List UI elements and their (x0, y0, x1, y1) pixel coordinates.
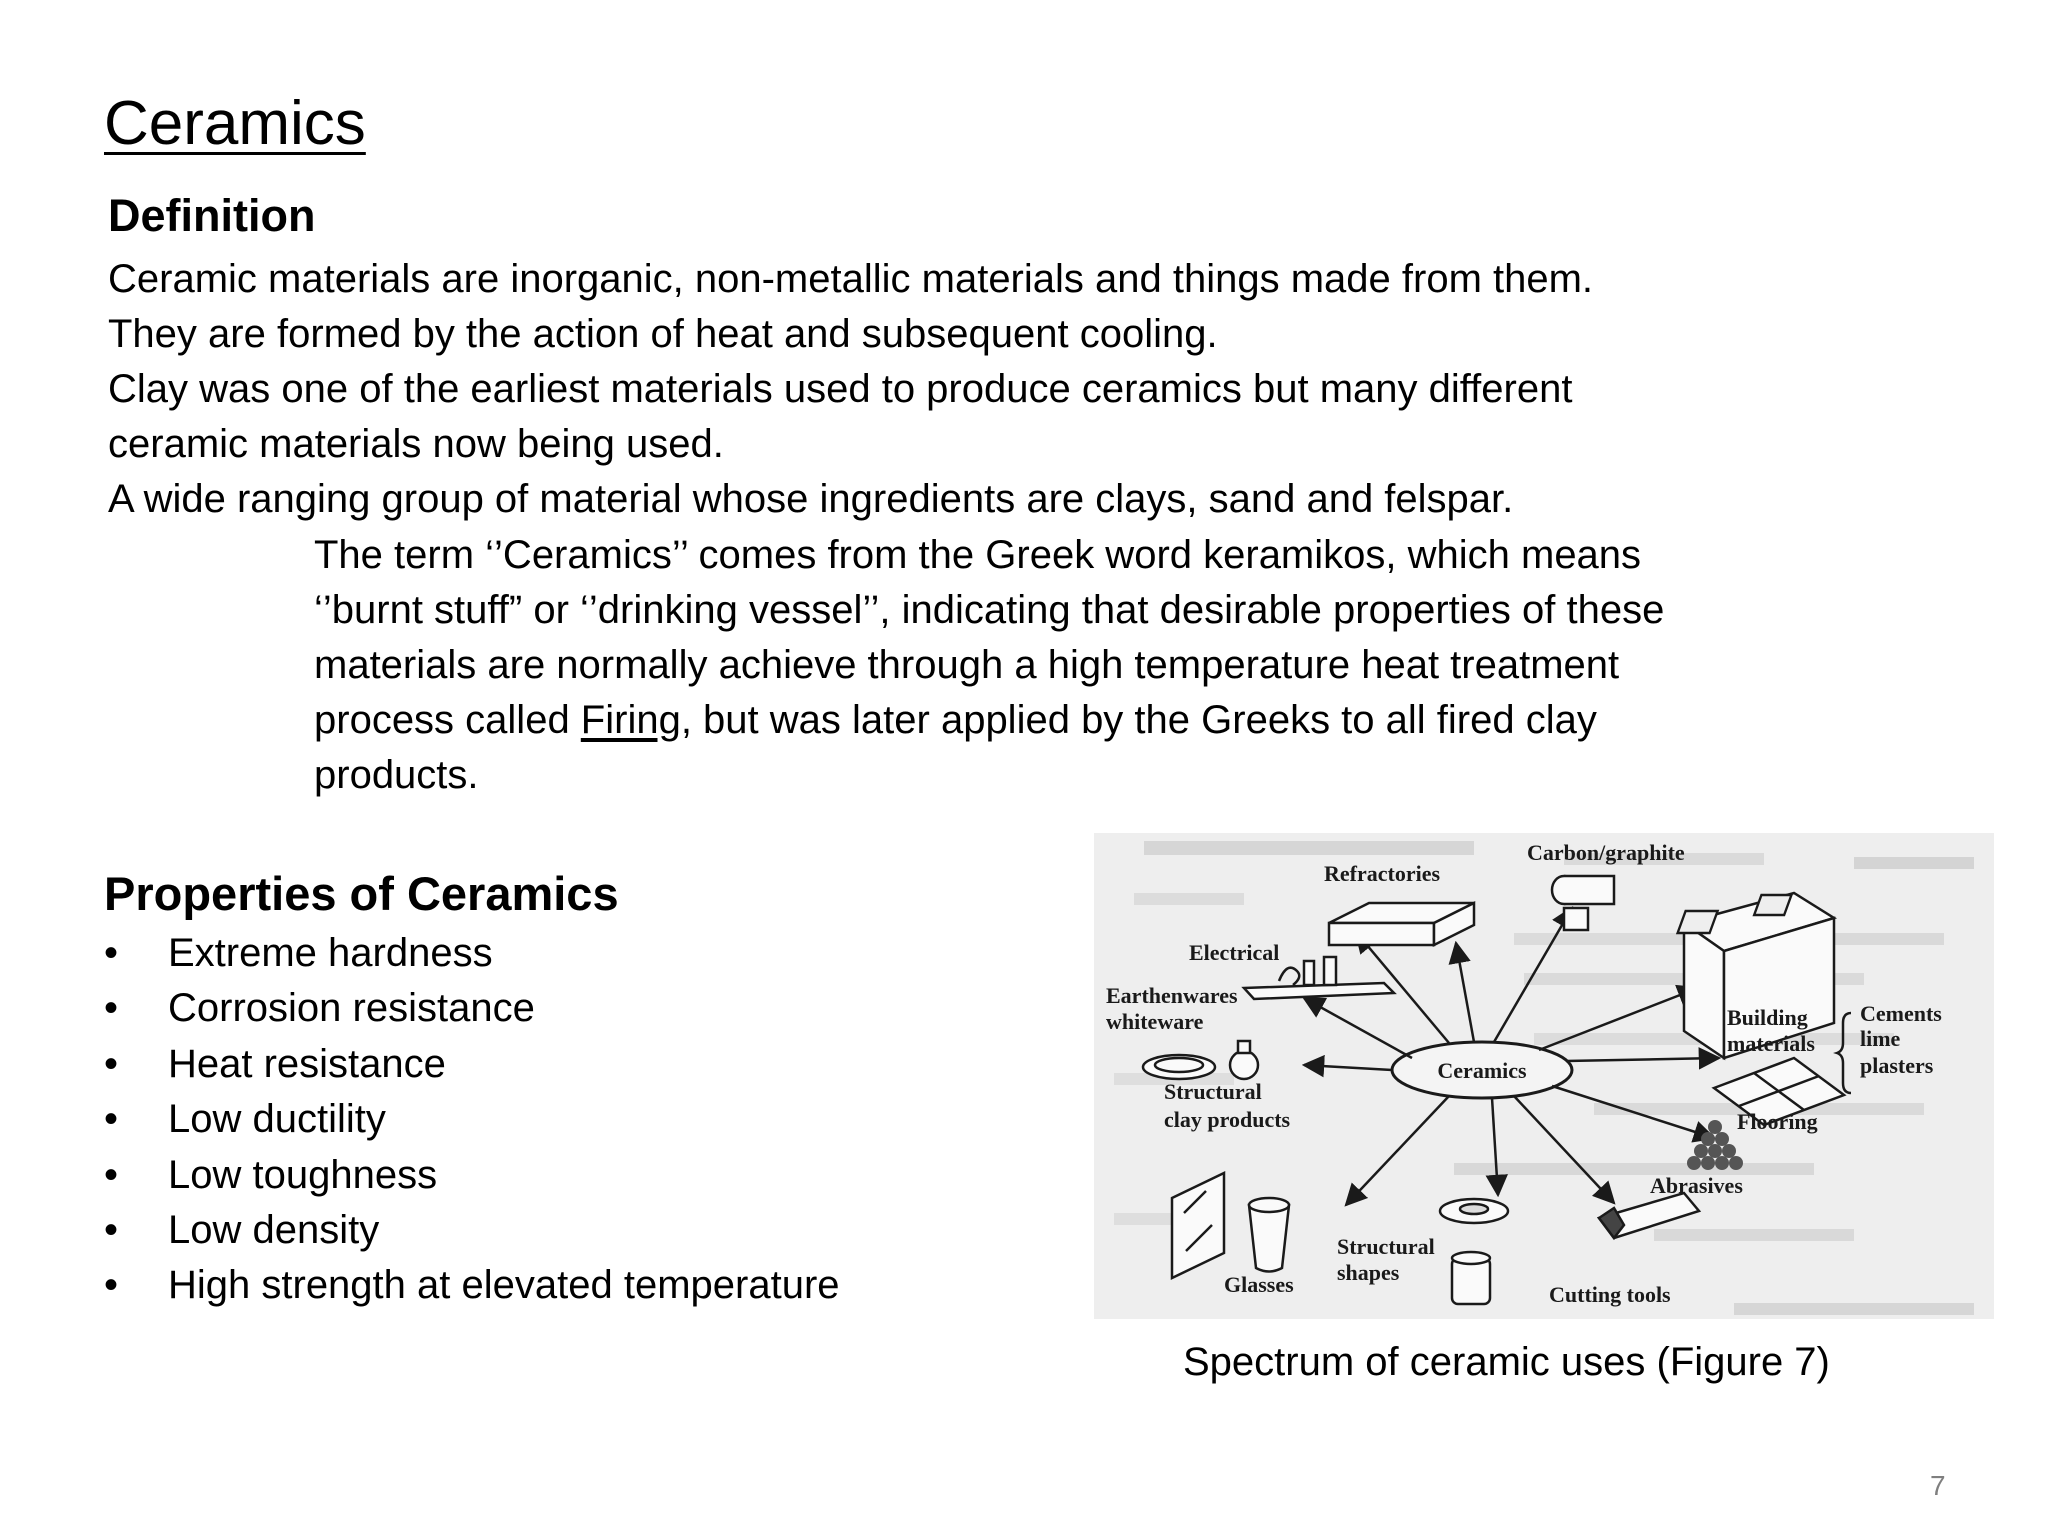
building-block-hole (1754, 895, 1791, 915)
label-carbon: Carbon/graphite (1527, 840, 1685, 865)
carbon-block-icon (1564, 908, 1588, 930)
label-materials: materials (1727, 1031, 1815, 1056)
label-abrasives: Abrasives (1650, 1173, 1743, 1198)
structural-ring-hole (1460, 1204, 1488, 1214)
property-text: Low ductility (168, 1097, 386, 1142)
label-lime: lime (1860, 1026, 1901, 1051)
property-item (104, 1258, 840, 1313)
refractories-brick-front (1329, 923, 1434, 945)
property-text: Heat resistance (168, 1041, 446, 1086)
bullet-icon: • (104, 1097, 119, 1142)
term-line: ‘’burnt stuff” or ‘’drinking vessel’’, indicating that desirable properties of these (314, 588, 1665, 632)
bullet-icon: • (104, 1041, 119, 1086)
property-item (104, 1203, 840, 1258)
bullet-icon: • (104, 986, 119, 1031)
property-text: High strength at elevated temperature (168, 1263, 840, 1308)
property-text: Extreme hardness (168, 931, 493, 975)
label-cements: Cements (1860, 1001, 1942, 1026)
label-shapes: shapes (1337, 1260, 1400, 1285)
page-number: 7 (1930, 1470, 1946, 1501)
label-structural-shapes: Structural (1337, 1234, 1435, 1259)
firing-term: Firing (580, 698, 681, 742)
property-item (104, 1148, 840, 1203)
term-line: materials are normally achieve through a high temperature heat treatment (314, 643, 1620, 687)
electrical-coil-icon (1279, 968, 1299, 985)
definition-line: Ceramic materials are inorganic, non-metallic materials and things made from them. (108, 257, 1594, 301)
definition-heading: Definition (108, 190, 316, 241)
slide-title: Ceramics (104, 89, 366, 158)
definition-text (108, 252, 1908, 527)
label-glasses: Glasses (1224, 1272, 1294, 1297)
property-text: Low toughness (168, 1152, 438, 1197)
term-firing-before: process called (314, 698, 581, 742)
definition-line: They are formed by the action of heat and subsequent cooling. (108, 312, 1218, 356)
label-electrical: Electrical (1189, 940, 1280, 965)
property-item (104, 981, 840, 1036)
building-bracket (1837, 1013, 1851, 1093)
property-item (104, 1037, 840, 1092)
vase-neck (1238, 1041, 1250, 1053)
electrical-board-icon (1244, 983, 1394, 999)
label-earthenwares: Earthenwares (1106, 983, 1238, 1008)
label-clay-products: clay products (1164, 1107, 1291, 1132)
definition-line: A wide ranging group of material whose ingredients are clays, sand and felspar. (108, 477, 1514, 521)
carbon-roll-body (1564, 876, 1614, 904)
abrasives-pile-icon (1687, 1120, 1743, 1170)
term-firing-after: , but was later applied by the Greeks to all fired clay (680, 698, 1597, 742)
label-building: Building (1727, 1005, 1808, 1030)
electrical-insulator-icon (1324, 957, 1336, 985)
label-plasters: plasters (1860, 1053, 1934, 1078)
property-text: Corrosion resistance (168, 986, 535, 1031)
center-label: Ceramics (1437, 1058, 1527, 1083)
property-item (104, 926, 840, 981)
electrical-insulator-icon (1304, 961, 1314, 985)
plate-inner (1155, 1058, 1203, 1072)
label-refractories: Refractories (1324, 861, 1441, 886)
properties-heading: Properties of Ceramics (104, 867, 619, 920)
building-block-hole (1678, 911, 1718, 933)
bullet-icon: • (104, 1263, 119, 1308)
label-whiteware: whiteware (1106, 1009, 1204, 1034)
bullet-icon: • (104, 931, 119, 975)
term-line-firing (314, 693, 1964, 748)
properties-list (104, 926, 840, 1314)
label-flooring: Flooring (1737, 1109, 1818, 1134)
property-text: Low density (168, 1208, 380, 1253)
term-line: The term ‘’Ceramics’’ comes from the Greek word keramikos, which means (314, 533, 1642, 577)
drinking-glass-rim (1249, 1198, 1289, 1212)
property-item (104, 1092, 840, 1147)
term-line: products. (314, 753, 479, 797)
bullet-icon: • (104, 1208, 119, 1253)
definition-line: Clay was one of the earliest materials used to produce ceramics but many different (108, 367, 1573, 411)
vase-icon (1230, 1051, 1258, 1079)
definition-line: ceramic materials now being used. (108, 422, 724, 466)
bullet-icon: • (104, 1152, 119, 1197)
label-cutting-tools: Cutting tools (1549, 1282, 1671, 1307)
term-origin-paragraph (314, 528, 1964, 803)
structural-tube-top (1452, 1252, 1490, 1264)
figure-caption: Spectrum of ceramic uses (Figure 7) (1183, 1340, 1830, 1384)
drinking-glass-icon (1249, 1205, 1289, 1272)
label-structural-clay: Structural (1164, 1079, 1262, 1104)
ceramic-uses-diagram (1094, 833, 1994, 1319)
glass-pane-icon (1172, 1173, 1224, 1278)
ceramic-uses-figure (1094, 833, 1994, 1319)
